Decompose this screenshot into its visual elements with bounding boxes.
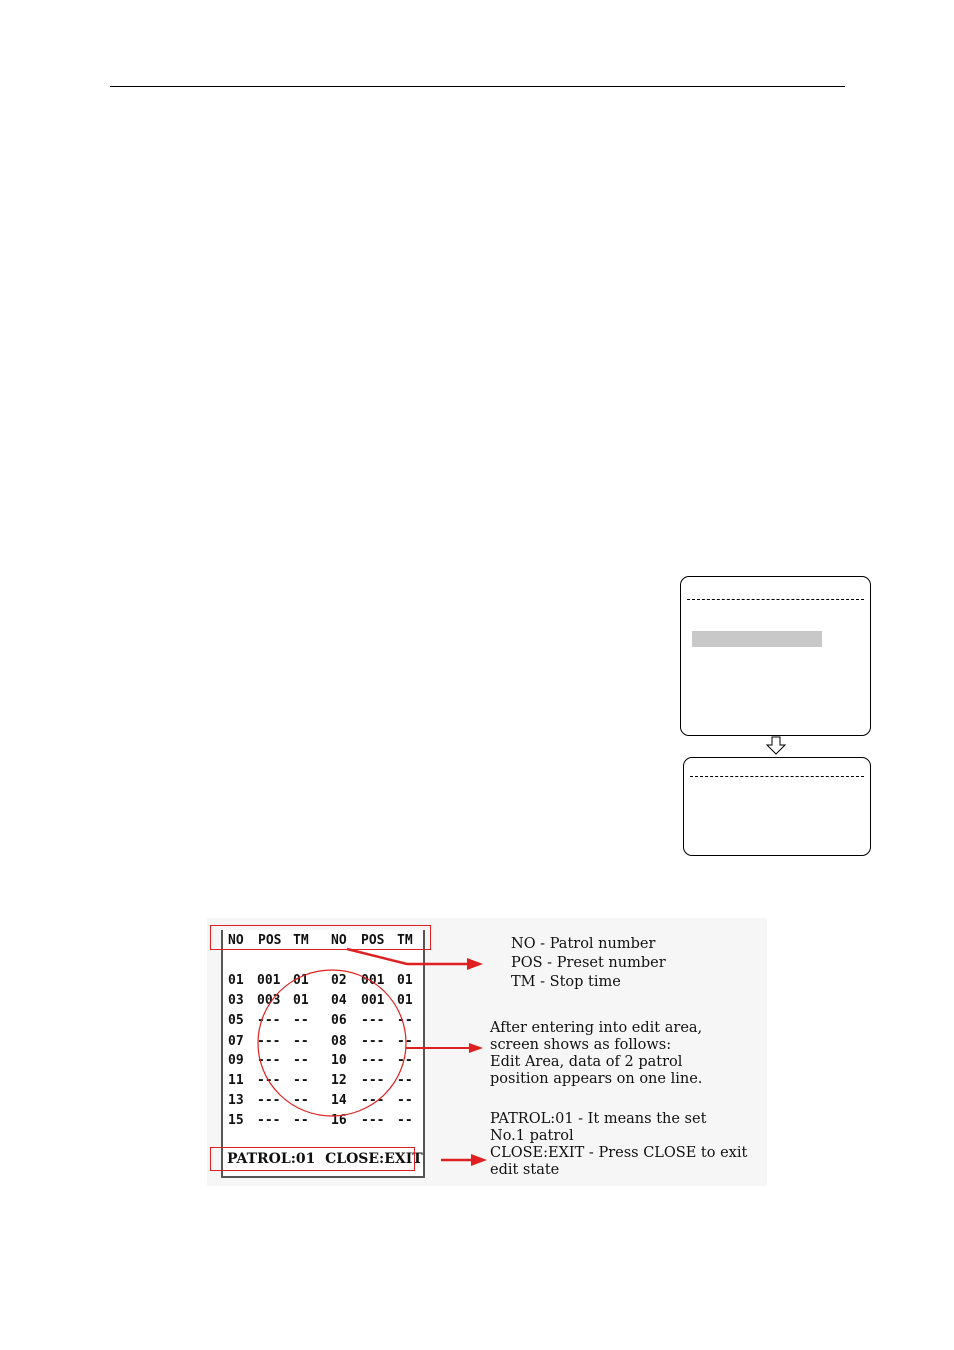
table-cell: --- [361, 1034, 385, 1049]
edit-note-line: After entering into edit area, [490, 1020, 703, 1036]
table-cell: --- [361, 1113, 385, 1128]
table-cell: -- [293, 1034, 309, 1049]
table-cell: 01 [397, 993, 413, 1008]
table-cell: --- [257, 1113, 281, 1128]
table-cell: 003 [257, 993, 281, 1008]
table-cell: 001 [361, 993, 385, 1008]
table-cell: 16 [331, 1113, 347, 1128]
table-cell: --- [361, 1073, 385, 1088]
table-cell: -- [293, 1013, 309, 1028]
table-cell: --- [257, 1013, 281, 1028]
table-cell: 15 [228, 1113, 244, 1128]
menu-title-divider [690, 776, 864, 777]
table-cell: --- [257, 1093, 281, 1108]
table-cell: -- [397, 1034, 413, 1049]
menu-selection-highlight [692, 631, 822, 647]
table-cell: -- [293, 1073, 309, 1088]
page-header-rule [110, 86, 845, 87]
table-cell: -- [397, 1113, 413, 1128]
table-cell: 01 [397, 973, 413, 988]
osd-menu-box-bottom [683, 757, 871, 856]
edit-note-line: position appears on one line. [490, 1071, 703, 1087]
patrol-note-line: PATROL:01 - It means the set [490, 1111, 707, 1127]
close-note-line: CLOSE:EXIT - Press CLOSE to exit [490, 1145, 748, 1161]
osd-menu-box-top [680, 576, 871, 736]
close-note-line: edit state [490, 1162, 560, 1178]
header-tm: TM [293, 933, 309, 948]
table-cell: 001 [257, 973, 281, 988]
table-cell: 01 [293, 973, 309, 988]
table-cell: --- [257, 1073, 281, 1088]
edit-note-line: screen shows as follows: [490, 1037, 672, 1053]
table-cell: 07 [228, 1034, 244, 1049]
table-cell: 12 [331, 1073, 347, 1088]
table-cell: -- [397, 1073, 413, 1088]
header-pos: POS [361, 933, 385, 948]
header-no: NO [228, 933, 244, 948]
table-cell: 13 [228, 1093, 244, 1108]
osd-footer-status: PATROL:01 CLOSE:EXIT [227, 1151, 423, 1167]
table-cell: 05 [228, 1013, 244, 1028]
table-cell: -- [397, 1093, 413, 1108]
table-cell: -- [397, 1013, 413, 1028]
legend-tm: TM - Stop time [511, 974, 621, 990]
edit-note-line: Edit Area, data of 2 patrol [490, 1054, 683, 1070]
patrol-note-line: No.1 patrol [490, 1128, 574, 1144]
table-cell: 03 [228, 993, 244, 1008]
table-cell: 08 [331, 1034, 347, 1049]
header-pos: POS [258, 933, 282, 948]
table-cell: 04 [331, 993, 347, 1008]
table-cell: 01 [228, 973, 244, 988]
table-cell: --- [257, 1034, 281, 1049]
table-cell: 10 [331, 1053, 347, 1068]
legend-pos: POS - Preset number [511, 955, 666, 971]
edit-area-circle [258, 970, 406, 1116]
legend-no: NO - Patrol number [511, 936, 656, 952]
table-cell: --- [361, 1013, 385, 1028]
table-cell: --- [257, 1053, 281, 1068]
table-cell: 02 [331, 973, 347, 988]
table-cell: -- [293, 1113, 309, 1128]
header-tm: TM [397, 933, 413, 948]
header-no: NO [331, 933, 347, 948]
table-cell: -- [397, 1053, 413, 1068]
table-cell: -- [293, 1053, 309, 1068]
table-cell: 11 [228, 1073, 244, 1088]
table-cell: 14 [331, 1093, 347, 1108]
table-cell: 09 [228, 1053, 244, 1068]
menu-title-divider [687, 599, 864, 600]
table-cell: --- [361, 1093, 385, 1108]
table-cell: 06 [331, 1013, 347, 1028]
table-cell: -- [293, 1093, 309, 1108]
down-arrow-icon [765, 736, 787, 756]
table-cell: 01 [293, 993, 309, 1008]
table-cell: --- [361, 1053, 385, 1068]
table-cell: 001 [361, 973, 385, 988]
patrol-edit-figure [207, 918, 767, 1186]
header-arrow [347, 949, 467, 964]
